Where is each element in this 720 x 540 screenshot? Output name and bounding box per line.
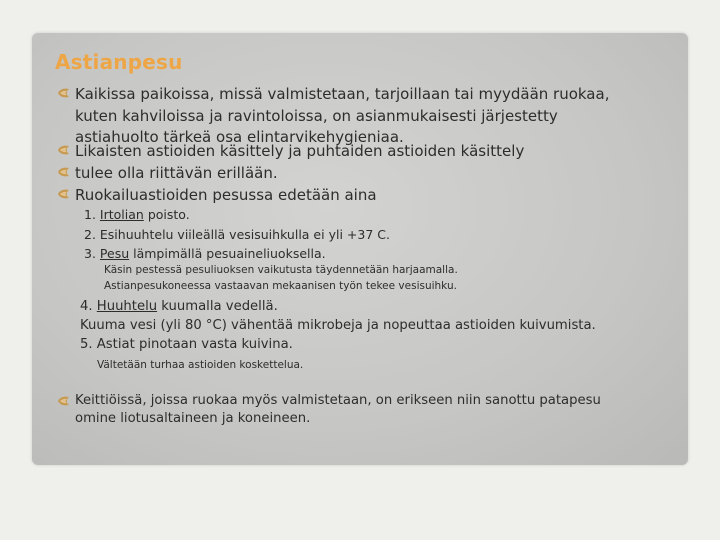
step-text: poisto. (147, 207, 190, 222)
step-5-note: Vältetään turhaa astioiden koskettelua. (97, 359, 304, 371)
bullet-text (75, 392, 601, 428)
bullet-text (75, 84, 609, 149)
step-keyword: Huuhtelu (96, 299, 158, 314)
step-3-note: Astianpesukoneessa vastaavan mekaanisen työn tekee vesisuihku. (104, 280, 457, 292)
step-keyword: Pesu (99, 246, 130, 261)
petal-bullet-icon (57, 145, 70, 155)
petal-bullet-icon (57, 167, 70, 177)
bullet-line: Likaisten astioiden käsittely ja puhtaiden astioiden käsittely (75, 142, 525, 160)
bullet-line: Ruokailuastioiden pesussa edetään aina (75, 186, 377, 204)
bullet-line: astiahuolto tärkeä osa elintarvikehygieniaa. (75, 128, 404, 147)
step-4-detail: Kuuma vesi (yli 80 °C) vähentää mikrobeja ja nopeuttaa astioiden kuivumista. (80, 318, 596, 333)
petal-bullet-icon (57, 396, 70, 406)
bullet-line: omine liotusaltaineen ja koneineen. (75, 411, 311, 426)
slide-title: Astianpesu (55, 50, 183, 74)
step-2: 2. Esihuuhtelu viileällä vesisuihkulla ei yli +37 C. (84, 227, 390, 242)
bullet-line: Kaikissa paikoissa, missä valmistetaan, tarjoillaan tai myydään ruokaa, (75, 85, 610, 103)
bullet-line: tulee olla riittävän erillään. (75, 164, 278, 182)
step-number: 3. (84, 246, 96, 261)
step-keyword: Irtolian (99, 207, 144, 222)
step-text: kuumalla vedellä. (161, 299, 278, 314)
bullet-line: Keittiöissä, joissa ruokaa myös valmistetaan, on erikseen niin sanottu patapesu (75, 393, 601, 408)
bullet-line: kuten kahviloissa ja ravintoloissa, on asianmukaisesti järjestetty (75, 106, 558, 125)
step-number: 1. (84, 207, 96, 222)
step-3-note: Käsin pestessä pesuliuoksen vaikutusta täydennetään harjaamalla. (104, 264, 458, 276)
step-number: 4. (80, 299, 93, 314)
step-text: lämpimällä pesuaineliuoksella. (133, 246, 326, 261)
step-4 (80, 297, 278, 316)
step-3 (84, 244, 326, 264)
petal-bullet-icon (57, 189, 70, 199)
petal-bullet-icon (57, 88, 70, 98)
step-5: 5. Astiat pinotaan vasta kuivina. (80, 337, 293, 352)
step-1 (84, 205, 190, 225)
